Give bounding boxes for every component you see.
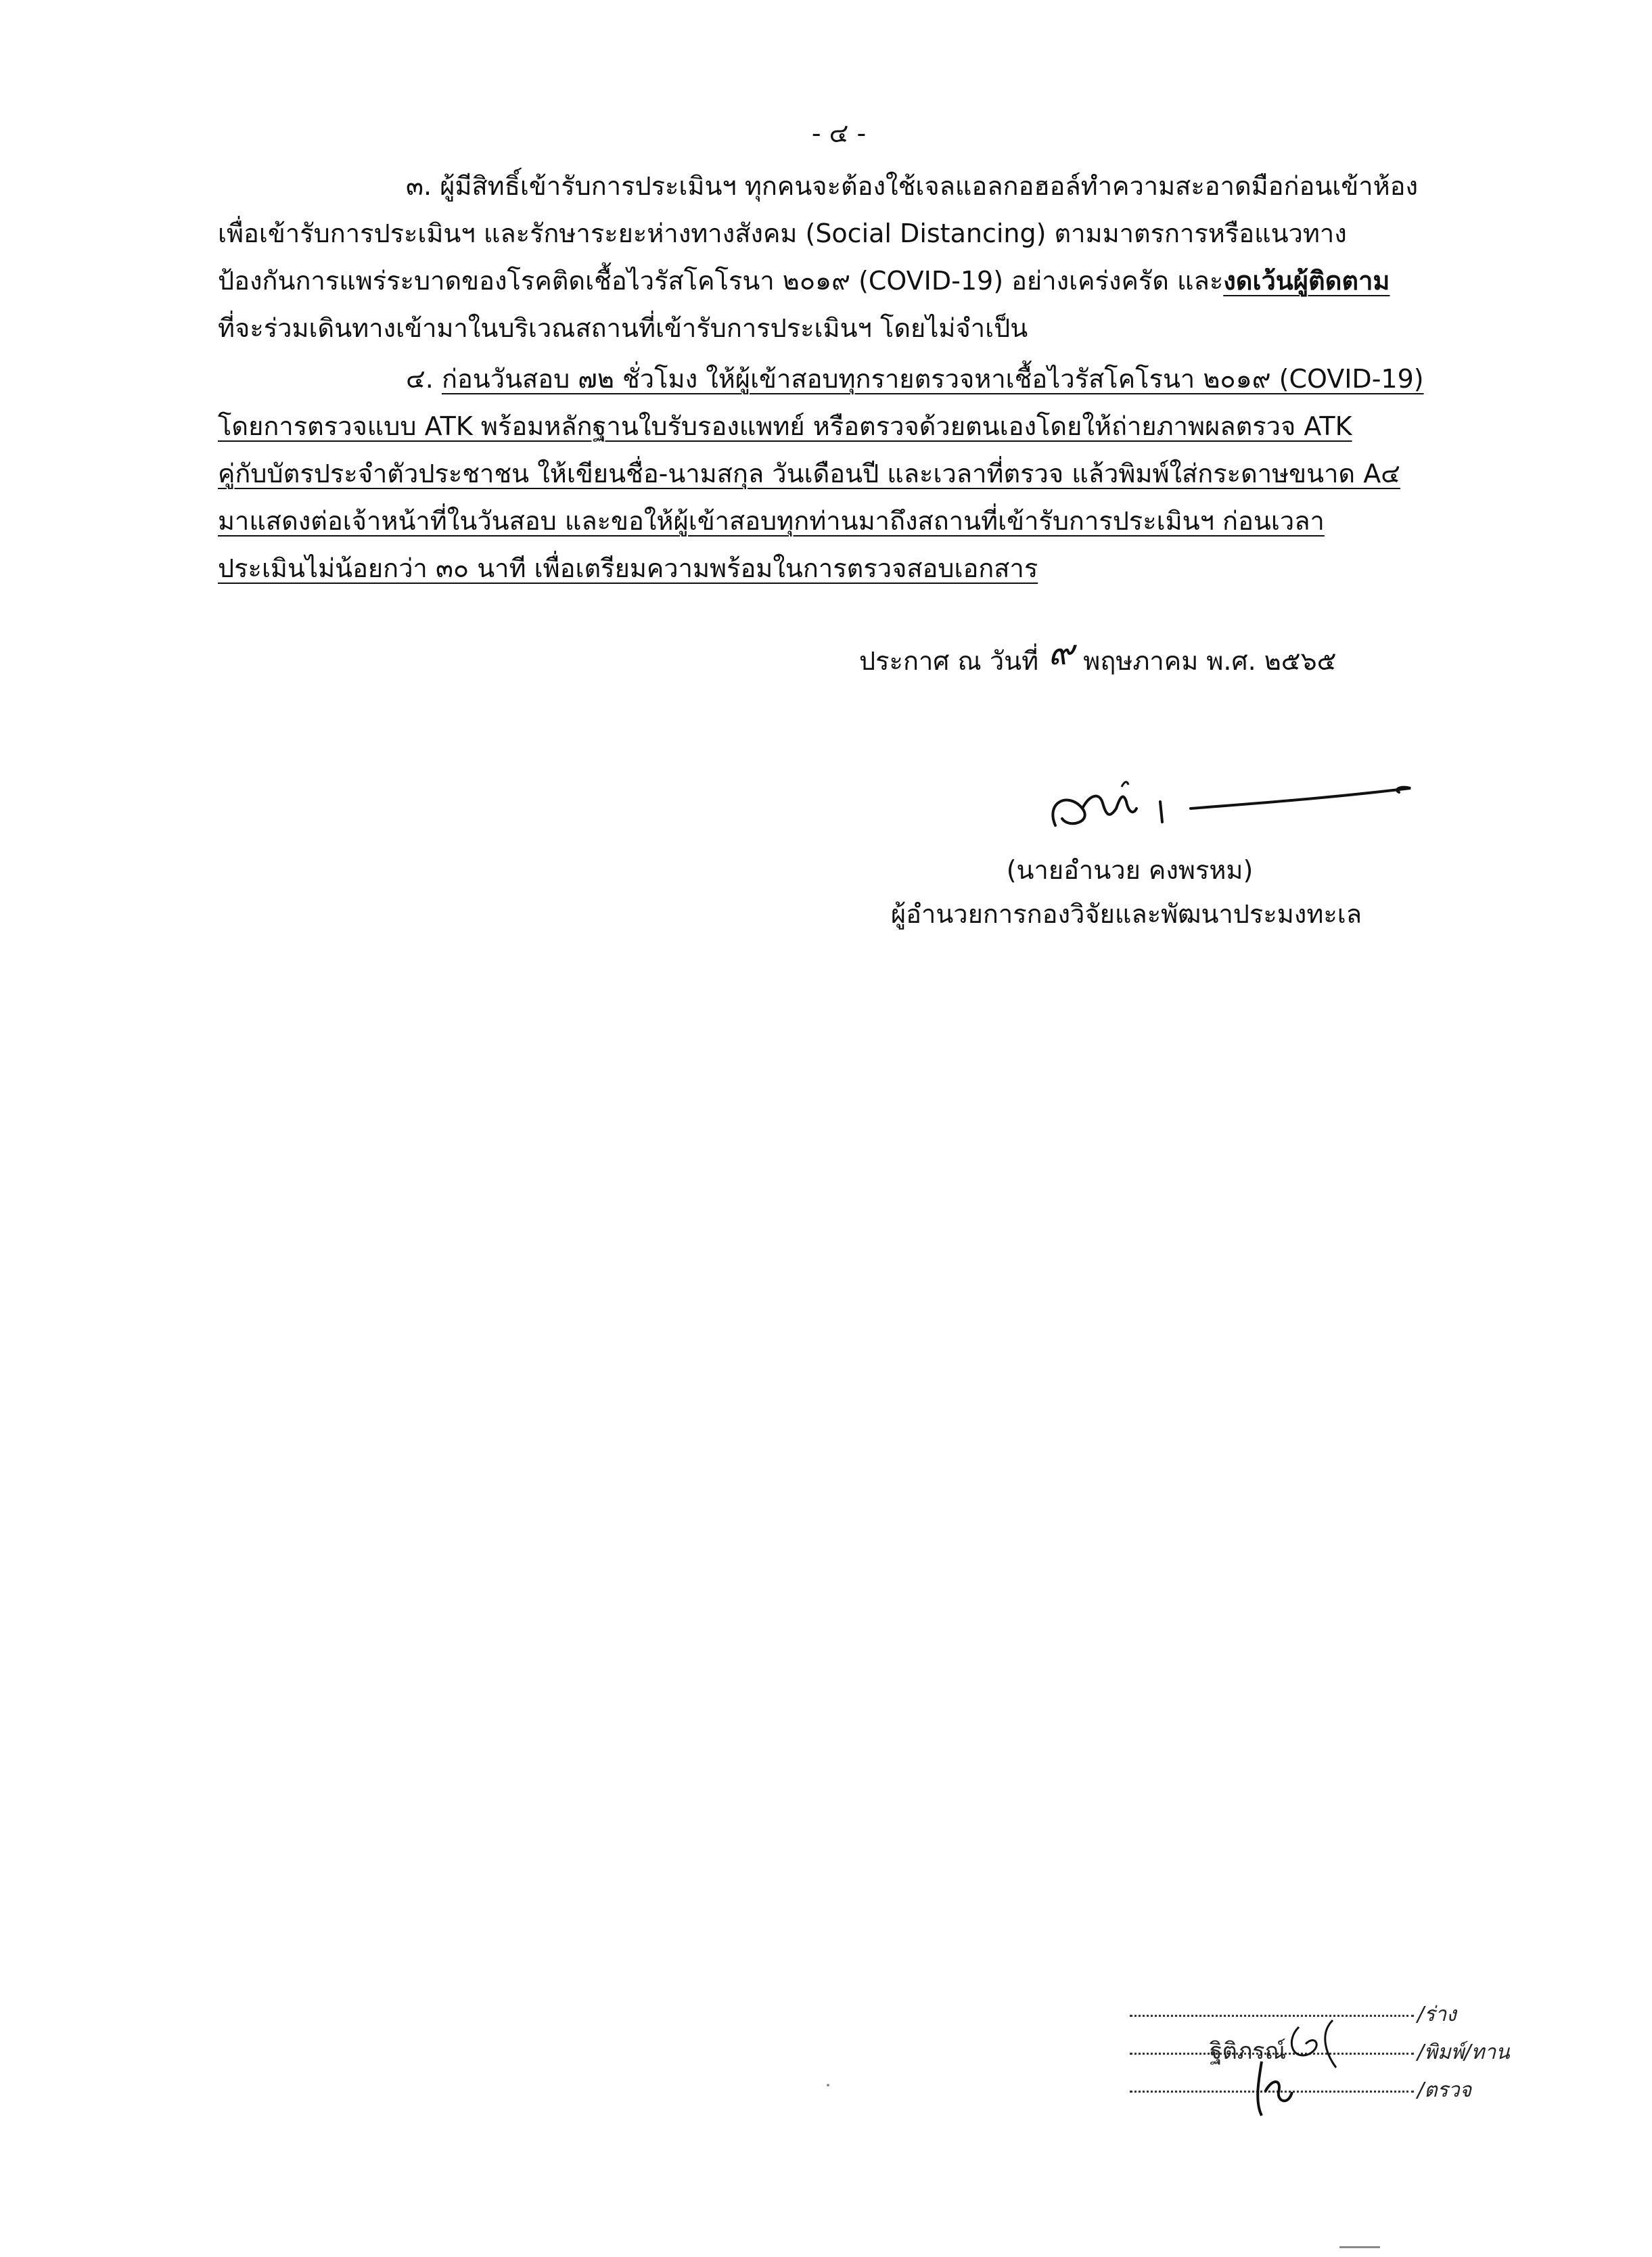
item4-line4: มาแสดงต่อเจ้าหน้าที่ในวันสอบ และขอให้ผู้เข้าสอบทุกท่านมาถึงสถานที่เข้ารับการประเมินฯ ก่อนเวลา (218, 506, 1325, 536)
item4-line1 (406, 362, 1424, 396)
emphasis-no-companions: งดเว้นผู้ติดตาม (1223, 266, 1390, 296)
routing-row-checked (1130, 2072, 1509, 2110)
checker-initial-scribble (1197, 2051, 1373, 2126)
announcement-prefix: ประกาศ ณ วันที่ (859, 646, 1039, 676)
item4-line2: โดยการตรวจแบบ ATK พร้อมหลักฐานใบรับรองแพทย์ หรือตรวจด้วยตนเองโดยให้ถ่ายภาพผลตรวจ ATK (218, 411, 1352, 441)
item3-line3 (218, 264, 1390, 298)
signer-position: ผู้อำนวยการกองวิจัยและพัฒนาประมงทะเล (890, 899, 1362, 929)
page-number: - ๔ - (811, 118, 867, 148)
handwritten-signature (1042, 761, 1421, 842)
item4-line1-text: ก่อนวันสอบ ๗๒ ชั่วโมง ให้ผู้เข้าสอบทุกรายตรวจหาเชื้อไวรัสโคโรนา ๒๐๑๙ (COVID-19) (441, 364, 1424, 394)
routing-block (1130, 1996, 1509, 2110)
item3-line1: ๓. ผู้มีสิทธิ์เข้ารับการประเมินฯ ทุกคนจะต้องใช้เจลแอลกอฮอล์ทำความสะอาดมือก่อนเข้าห้อง (406, 171, 1419, 201)
item4-line3: คู่กับบัตรประจำตัวประชาชน ให้เขียนชื่อ-นามสกุล วันเดือนปี และเวลาที่ตรวจ แล้วพิมพ์ใส่กระดาษขนาด A๔ (218, 459, 1400, 488)
routing-initial-typist: ฐิติภรณ์ (1210, 2038, 1287, 2065)
item3-line3-text: ป้องกันการแพร่ระบาดของโรคติดเชื้อไวรัสโคโรนา ๒๐๑๙ (COVID-19) อย่างเคร่งครัด และ (218, 266, 1224, 296)
announcement-day: ๙ (1048, 633, 1074, 673)
routing-label-draft: /ร่าง (1417, 2003, 1456, 2026)
item4-number: ๔. (406, 364, 434, 394)
item3-line2: เพื่อเข้ารับการประเมินฯ และรักษาระยะห่างทางสังคม (Social Distancing) ตามมาตรการหรือแนวทาง (218, 219, 1347, 248)
routing-label-typed: /พิมพ์/ทาน (1417, 2041, 1510, 2064)
signer-name: (นายอำนวย คงพรหม) (1006, 855, 1254, 885)
announcement-date (859, 629, 1336, 685)
routing-label-checked: /ตรวจ (1417, 2078, 1472, 2102)
announcement-month-year: พฤษภาคม พ.ศ. ๒๕๖๕ (1083, 646, 1337, 676)
scan-speck (827, 2084, 829, 2087)
item3-line4: ที่จะร่วมเดินทางเข้ามาในบริเวณสถานที่เข้ารับการประเมินฯ โดยไม่จำเป็น (218, 313, 1028, 343)
item4-line5: ประเมินไม่น้อยกว่า ๓๐ นาที เพื่อเตรียมความพร้อมในการตรวจสอบเอกสาร (218, 553, 1038, 583)
scan-edge-mark (1339, 2246, 1380, 2248)
